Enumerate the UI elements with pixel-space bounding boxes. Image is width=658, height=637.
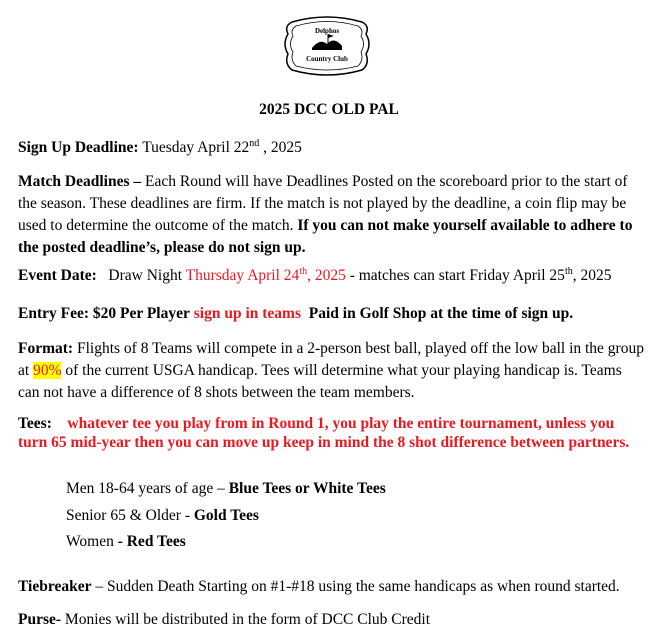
event-date: Event Date: Draw Night Thursday April 24th, 2025 - matches can start Friday April 25th, 2025 bbox=[18, 266, 612, 284]
match-deadlines bbox=[18, 171, 646, 259]
entry-rest: Paid in Golf Shop at the time of sign up. bbox=[308, 305, 574, 322]
logo-bottom-text: Country Club bbox=[306, 55, 348, 63]
draw-night-date: Thursday April 24th, 2025 bbox=[185, 266, 346, 284]
club-logo bbox=[282, 14, 372, 78]
format: Format: Flights of 8 Teams will compete in a 2-person best ball, played off the low ball in the group at 90% of the current USGA handicap. Tees will determine what your playing handicap is. Teams can not have a difference of 8 shots between the team members. bbox=[18, 340, 644, 401]
tee-line-men: Men 18-64 years of age – Blue Tees or White Tees bbox=[66, 480, 386, 497]
handicap-percent: 90% bbox=[33, 362, 62, 379]
signup-deadline bbox=[18, 137, 646, 159]
purse-label: Purse- bbox=[18, 611, 62, 628]
signup-label: Sign Up Deadline: bbox=[18, 139, 139, 156]
page-title: 2025 DCC OLD PAL bbox=[259, 101, 399, 118]
purse: Purse- Monies will be distributed in the form of DCC Club Credit bbox=[18, 611, 431, 628]
logo-top-text: Delphos bbox=[314, 27, 340, 35]
tee-line-senior: Senior 65 & Older - Gold Tees bbox=[66, 507, 259, 524]
match-bold-text: If you can not make yourself available to adhere to the posted deadline’s, please do not sign up. bbox=[18, 217, 633, 256]
event-label: Event Date: bbox=[18, 267, 97, 284]
tees-label: Tees: bbox=[18, 415, 52, 432]
match-text: Each Round will have Deadlines Posted on the scoreboard prior to the start of the season. These deadlines are firm. If the match is not played by the deadline, a coin flip may be used to determine the outcome of the match. bbox=[18, 173, 628, 234]
format-label: Format: bbox=[18, 340, 74, 357]
match-label: Match Deadlines – bbox=[18, 173, 142, 190]
signup-date: Tuesday April 22nd , 2025 bbox=[142, 138, 302, 156]
tiebreaker-label: Tiebreaker bbox=[18, 578, 92, 595]
entry-red: sign up in teams bbox=[193, 305, 301, 322]
entry-fee bbox=[18, 303, 646, 325]
tees-rule: whatever tee you play from in Round 1, you play the entire tournament, unless you turn 65 mid-year then you can move up keep in mind the 8 shot difference between partners. bbox=[18, 415, 630, 451]
tees bbox=[18, 414, 646, 452]
tiebreaker: Tiebreaker – Sudden Death Starting on #1-#18 using the same handicaps as when round started. bbox=[18, 578, 620, 595]
entry-label: Entry Fee: $20 Per Player bbox=[18, 305, 190, 322]
tee-line-women: Women - Red Tees bbox=[66, 533, 186, 550]
